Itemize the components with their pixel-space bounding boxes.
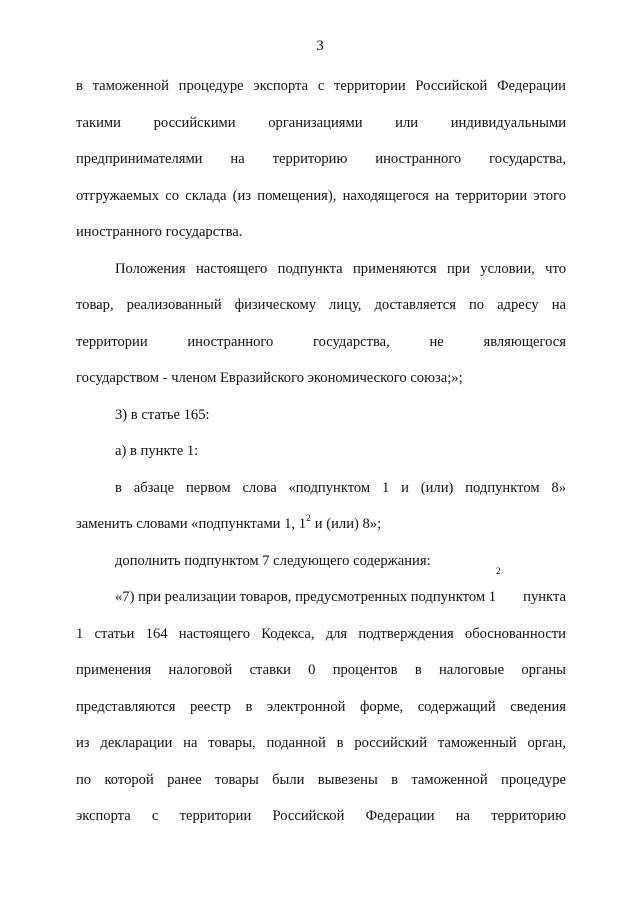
text-line: предпринимателями на территорию иностранного государства, — [76, 151, 566, 167]
text-line: товар, реализованный физическому лицу, доставляется по адресу на — [76, 297, 566, 313]
text-line: государством - членом Евразийского экономического союза;»; — [76, 370, 463, 386]
text-segment: пункта — [523, 589, 566, 605]
paragraph-start-line: в абзаце первом слова «подпунктом 1 и (или) подпунктом 8» — [115, 479, 566, 496]
text-line: по которой ранее товары были вывезены в таможенной процедуре — [76, 771, 566, 788]
text-line: 1 статьи 164 настоящего Кодекса, для подтверждения обоснованности — [76, 625, 566, 642]
text-line-with-superscript — [76, 567, 566, 616]
text-line: экспорта с территории Российской Федерации на территорию — [76, 808, 566, 824]
document-body — [76, 68, 566, 835]
page-number: 3 — [316, 38, 324, 54]
list-item-line: 3) в статье 165: — [115, 406, 210, 423]
text-line: иностранного государства. — [76, 224, 243, 240]
paragraph-start-line: Положения настоящего подпункта применяются при условии, что — [115, 260, 566, 277]
list-item-line: а) в пункте 1: — [115, 443, 199, 459]
text-segment: и (или) 8»; — [314, 516, 382, 532]
text-line: отгружаемых со склада (из помещения), находящегося на территории этого — [76, 187, 566, 204]
text-line: применения налоговой ставки 0 процентов в налоговые органы — [76, 662, 566, 678]
text-line-with-superscript — [76, 506, 566, 543]
text-line: представляются реестр в электронной форме, содержащий сведения — [76, 698, 566, 715]
text-segment: заменить словами «подпунктами 1, 1 — [76, 516, 307, 532]
text-line: территории иностранного государства, не являющегося — [76, 333, 566, 350]
text-line: такими российскими организациями или индивидуальными — [76, 114, 566, 131]
superscript: 2 — [306, 514, 311, 524]
text-line: из декларации на товары, поданной в российский таможенный орган, — [76, 735, 566, 751]
text-line: в таможенной процедуре экспорта с территории Российской Федерации — [76, 78, 566, 94]
superscript: 2 — [496, 567, 501, 577]
paragraph-start-line: дополнить подпунктом 7 следующего содержания: — [115, 552, 431, 569]
text-segment: «7) при реализации товаров, предусмотренных подпунктом 1 — [115, 589, 497, 605]
